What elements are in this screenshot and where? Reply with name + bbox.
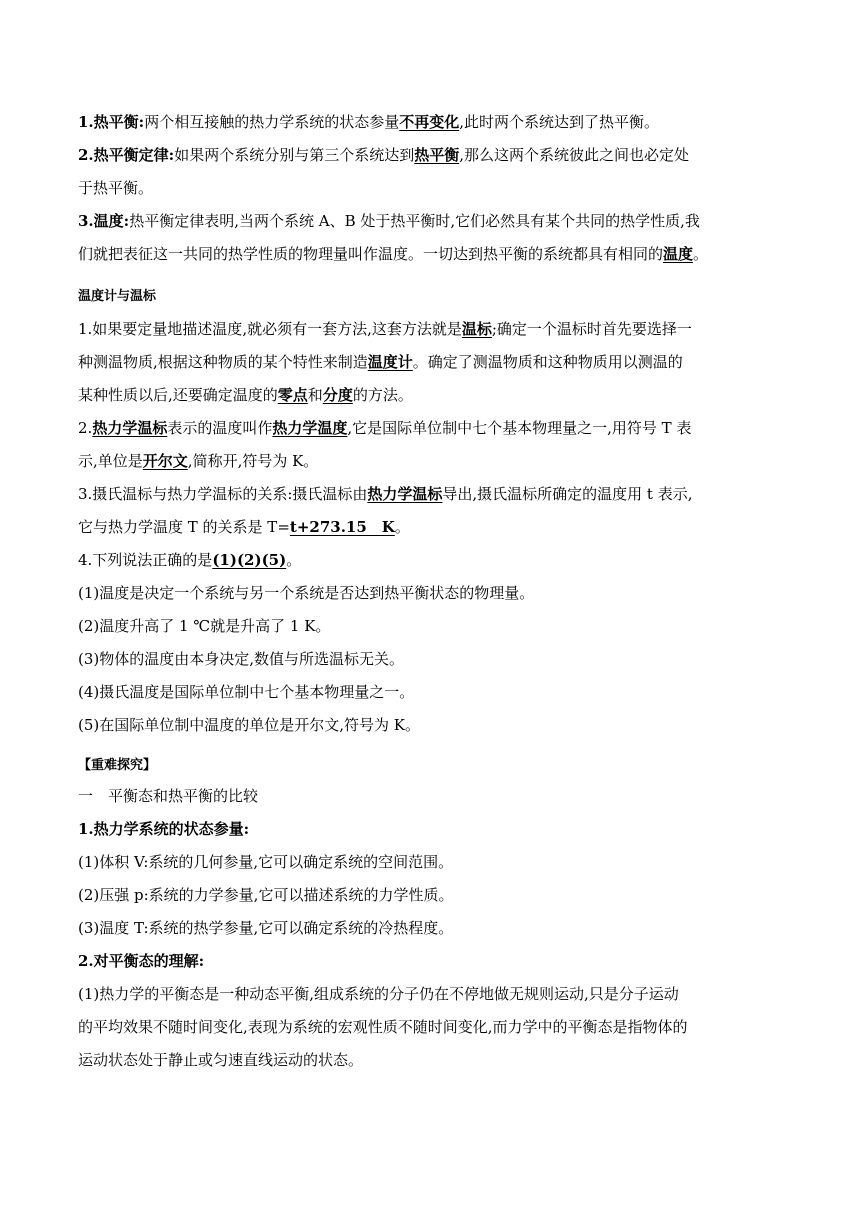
thermal-equilibrium-definition xyxy=(78,106,798,139)
text-line xyxy=(78,346,798,379)
answer-blank: 热平衡 xyxy=(414,146,460,164)
list-item: (1)体积 V:系统的几何参量,它可以确定系统的空间范围。 xyxy=(78,853,454,871)
answer-blank: 热力学温标 xyxy=(92,419,168,437)
text: 。 xyxy=(394,518,410,536)
text: ,它是国际单位制中七个基本物理量之一,用符号 T 表 xyxy=(347,419,692,437)
text: ;确定一个温标时首先要选择一 xyxy=(491,320,692,338)
subheading: 1.热力学系统的状态参量: xyxy=(78,820,250,838)
text-line: 的平均效果不随时间变化,表现为系统的宏观性质不随时间变化,而力学中的平衡态是指物体的 xyxy=(78,1018,688,1036)
text-line xyxy=(78,412,798,445)
temperature-definition xyxy=(78,205,798,238)
text: 们就把表征这一共同的热学性质的物理量叫作温度。一切达到热平衡的系统都具有相同的 xyxy=(78,245,664,263)
text: 热平衡定律表明,当两个系统 A、B 处于热平衡时,它们必然具有某个共同的热学性质,我 xyxy=(129,212,700,230)
text-line: 运动状态处于静止或匀速直线运动的状态。 xyxy=(78,1051,364,1069)
section-title: 温度计与温标 xyxy=(78,289,157,304)
text-line xyxy=(78,379,798,412)
question-line xyxy=(78,544,798,577)
option-item: (1)温度是决定一个系统与另一个系统是否达到热平衡状态的物理量。 xyxy=(78,584,535,602)
text: ,此时两个系统达到了热平衡。 xyxy=(459,113,660,131)
option-item: (3)物体的温度由本身决定,数值与所选温标无关。 xyxy=(78,650,405,668)
section-title: 【重难探究】 xyxy=(78,758,157,773)
text-line: (1)热力学的平衡态是一种动态平衡,组成系统的分子仍在不停地做无规则运动,只是分子运动 xyxy=(78,985,679,1003)
text: 。 xyxy=(286,551,302,569)
text: 2. xyxy=(78,419,93,437)
text-line: 于热平衡。 xyxy=(78,179,154,197)
text: 和 xyxy=(307,386,323,404)
text: 。 xyxy=(693,245,709,263)
subheading: 2.对平衡态的理解: xyxy=(78,952,205,970)
text: 示,单位是 xyxy=(78,452,143,470)
text-line xyxy=(78,445,798,478)
answer-blank: (1)(2)(5) xyxy=(212,551,287,569)
text-line xyxy=(78,511,798,544)
option-item: (2)温度升高了 1 ℃就是升高了 1 K。 xyxy=(78,617,331,635)
text: 1.如果要定量地描述温度,就必须有一套方法,这套方法就是 xyxy=(78,320,462,338)
term-label: 1.热平衡: xyxy=(78,113,145,131)
text: 的方法。 xyxy=(352,386,413,404)
answer-blank: 开尔文 xyxy=(142,452,188,470)
text: 4.下列说法正确的是 xyxy=(78,551,213,569)
option-item: (4)摄氏温度是国际单位制中七个基本物理量之一。 xyxy=(78,683,415,701)
text: 。确定了测温物质和这种物质用以测温的 xyxy=(412,353,683,371)
text: 表示的温度叫作 xyxy=(167,419,273,437)
text: 它与热力学温度 T 的关系是 T= xyxy=(78,518,290,536)
answer-blank: 温度计 xyxy=(367,353,413,371)
list-item: (2)压强 p:系统的力学参量,它可以描述系统的力学性质。 xyxy=(78,886,454,904)
text: ,那么这两个系统彼此之间也必定处 xyxy=(459,146,690,164)
answer-blank: 零点 xyxy=(277,386,308,404)
document-page xyxy=(78,106,798,1077)
answer-blank: 热力学温标 xyxy=(367,485,443,503)
text: 3.摄氏温标与热力学温标的关系:摄氏温标由 xyxy=(78,485,368,503)
text-line xyxy=(78,313,798,346)
answer-blank: 不再变化 xyxy=(399,113,460,131)
text-line xyxy=(78,238,798,271)
text: 两个相互接触的热力学系统的状态参量 xyxy=(144,113,400,131)
answer-blank: 分度 xyxy=(322,386,353,404)
answer-blank: 温标 xyxy=(461,320,492,338)
text: 导出,摄氏温标所确定的温度用 t 表示, xyxy=(442,485,693,503)
thermal-equilibrium-law xyxy=(78,139,798,172)
answer-blank: t+273.15 K xyxy=(289,518,395,536)
option-item: (5)在国际单位制中温度的单位是开尔文,符号为 K。 xyxy=(78,716,420,734)
answer-blank: 温度 xyxy=(663,245,694,263)
text: 某种性质以后,还要确定温度的 xyxy=(78,386,278,404)
subsection-title: 一 平衡态和热平衡的比较 xyxy=(78,787,259,805)
text: ,简称开,符号为 K。 xyxy=(187,452,319,470)
answer-blank: 热力学温度 xyxy=(272,419,348,437)
text: 如果两个系统分别与第三个系统达到 xyxy=(174,146,415,164)
text-line xyxy=(78,478,798,511)
term-label: 3.温度: xyxy=(78,212,130,230)
text: 种测温物质,根据这种物质的某个特性来制造 xyxy=(78,353,368,371)
list-item: (3)温度 T:系统的热学参量,它可以确定系统的冷热程度。 xyxy=(78,919,454,937)
term-label: 2.热平衡定律: xyxy=(78,146,175,164)
